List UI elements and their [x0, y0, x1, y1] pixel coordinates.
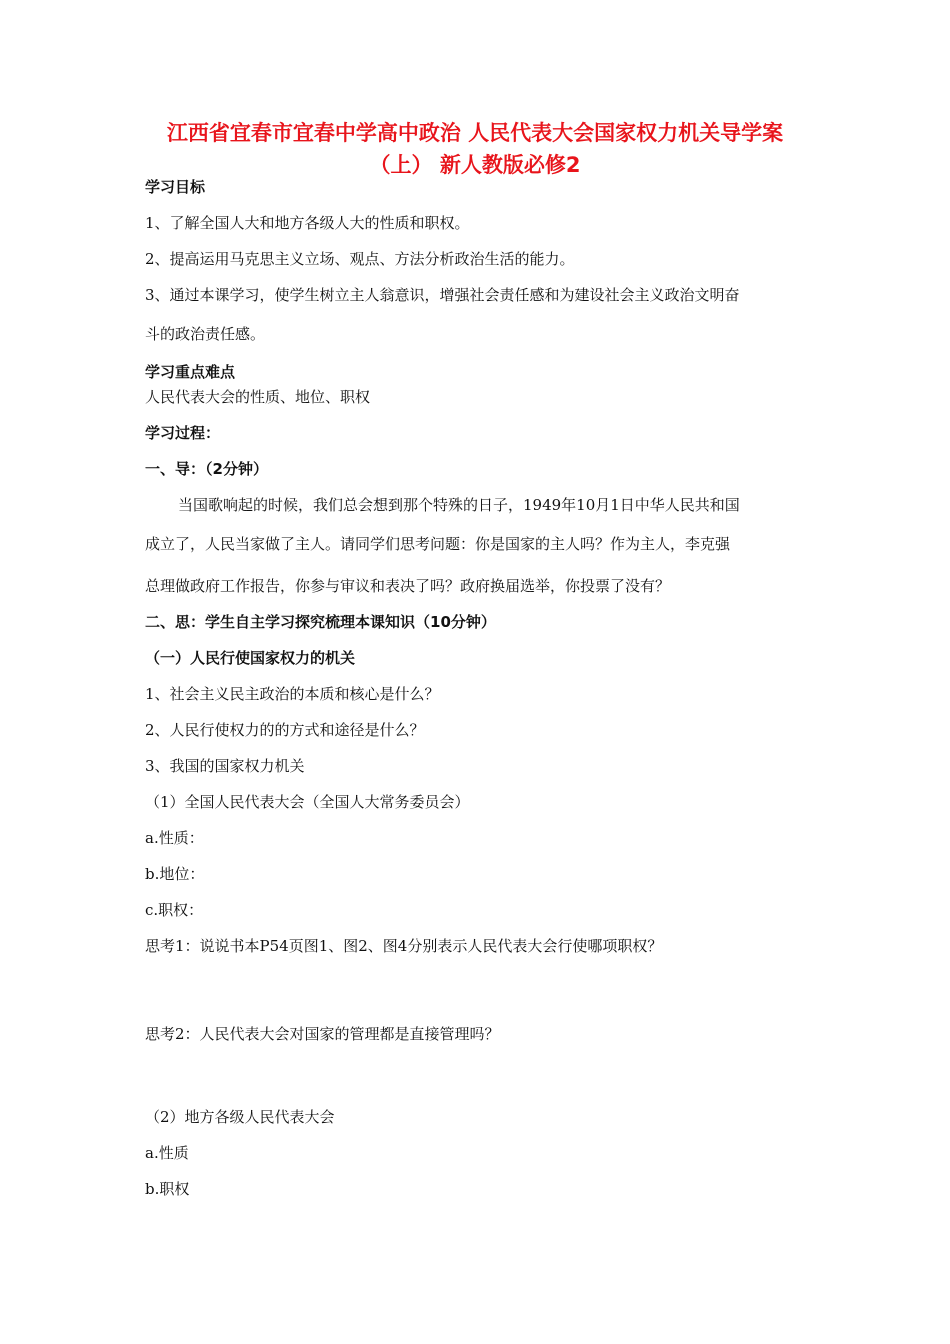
- npc-item: c.职权：: [145, 901, 204, 919]
- part-one-paragraph-line: 成立了，人民当家做了主人。请同学们思考问题：你是国家的主人吗？作为主人，李克强: [145, 535, 731, 553]
- think-question-one: 思考1：说说书本P54页图1、图2、图4分别表示人民代表大会行使哪项职权？: [145, 937, 663, 955]
- subsection-heading: （一）人民行使国家权力的机关: [145, 649, 356, 667]
- document-title-line-1: 江西省宜春市宜春中学高中政治 人民代表大会国家权力机关导学案: [166, 121, 784, 145]
- local-congress-item: b.职权: [145, 1180, 190, 1198]
- part-one-heading: 一、导：（2分钟）: [145, 460, 268, 478]
- key-points-text: 人民代表大会的性质、地位、职权: [145, 388, 371, 406]
- document-title-line-2: （上） 新人教版必修2: [369, 153, 581, 177]
- section-heading-objectives: 学习目标: [145, 178, 206, 196]
- think-question-two: 思考2：人民代表大会对国家的管理都是直接管理吗？: [145, 1025, 500, 1043]
- npc-heading: （1）全国人民代表大会（全国人大常务委员会）: [145, 793, 470, 811]
- npc-item: b.地位：: [145, 865, 205, 883]
- part-one-paragraph-line: 总理做政府工作报告，你参与审议和表决了吗？政府换届选举，你投票了没有？: [145, 577, 671, 595]
- question-item: 1、社会主义民主政治的本质和核心是什么？: [145, 685, 440, 703]
- section-heading-key-points: 学习重点难点: [145, 363, 236, 381]
- local-congress-item: a.性质: [145, 1144, 189, 1162]
- local-congress-heading: （2）地方各级人民代表大会: [145, 1108, 335, 1126]
- part-two-heading: 二、思：学生自主学习探究梳理本课知识（10分钟）: [145, 613, 496, 631]
- objective-item: 3、通过本课学习，使学生树立主人翁意识，增强社会责任感和为建设社会主义政治文明奋: [145, 286, 740, 304]
- section-heading-process: 学习过程：: [145, 424, 221, 442]
- question-item: 2、人民行使权力的的方式和途径是什么？: [145, 721, 425, 739]
- question-item: 3、我国的国家权力机关: [145, 757, 305, 775]
- objective-item: 1、了解全国人大和地方各级人大的性质和职权。: [145, 214, 470, 232]
- objective-item-continued: 斗的政治责任感。: [145, 325, 266, 343]
- part-one-paragraph-line: 当国歌响起的时候，我们总会想到那个特殊的日子，1949年10月1日中华人民共和国: [178, 496, 740, 514]
- npc-item: a.性质：: [145, 829, 204, 847]
- objective-item: 2、提高运用马克思主义立场、观点、方法分析政治生活的能力。: [145, 250, 575, 268]
